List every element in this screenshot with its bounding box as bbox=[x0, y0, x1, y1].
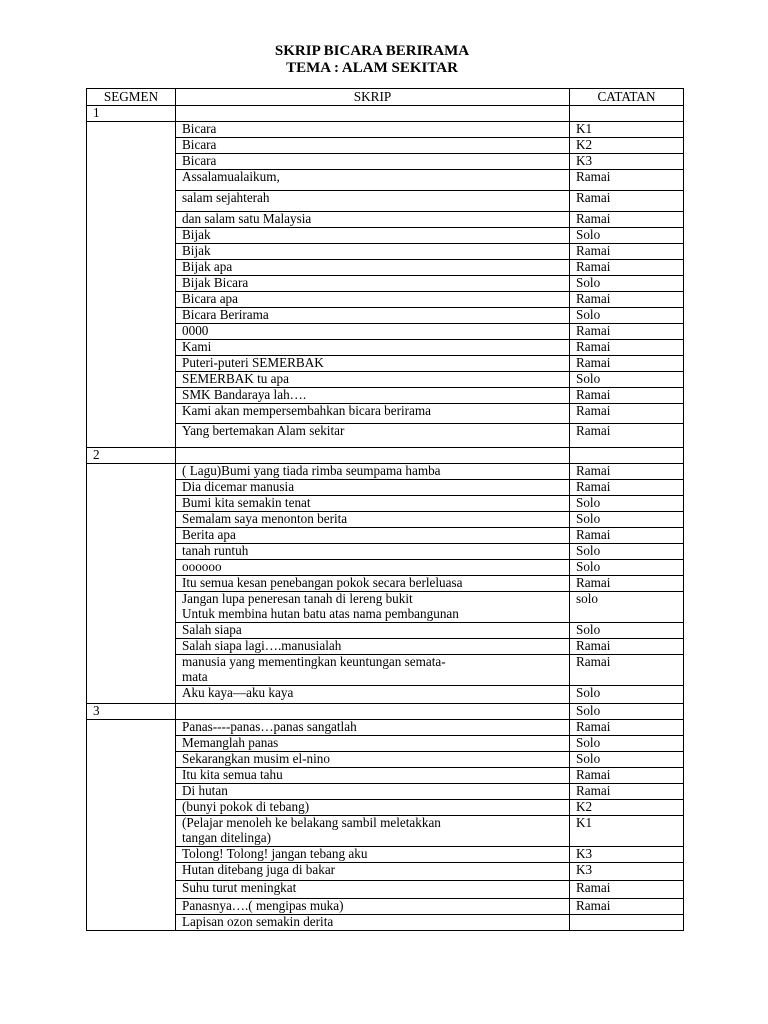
table-row bbox=[87, 464, 684, 480]
script-text: Lapisan ozon semakin derita bbox=[182, 914, 334, 929]
script-text: Suhu turut meningkat bbox=[182, 880, 297, 895]
note-value: Ramai bbox=[570, 639, 684, 655]
script-text: SMK Bandaraya lah…. bbox=[182, 387, 307, 402]
script-line bbox=[176, 655, 570, 686]
table-row bbox=[87, 424, 684, 448]
script-line bbox=[176, 388, 570, 404]
table-row bbox=[87, 324, 684, 340]
script-cell bbox=[176, 448, 570, 464]
script-text: Bicara apa bbox=[182, 291, 239, 306]
script-text: Itu semua kesan penebangan pokok secara berleluasa bbox=[182, 575, 463, 590]
script-line bbox=[176, 276, 570, 292]
note-value: Ramai bbox=[570, 292, 684, 308]
script-line bbox=[176, 356, 570, 372]
table-row bbox=[87, 340, 684, 356]
script-line bbox=[176, 324, 570, 340]
note-value: Ramai bbox=[570, 528, 684, 544]
segment-cell bbox=[87, 720, 176, 931]
segment-cell bbox=[87, 122, 176, 448]
script-text: Bicara Berirama bbox=[182, 307, 269, 322]
script-cell bbox=[176, 704, 570, 720]
script-text: Itu kita semua tahu bbox=[182, 767, 283, 782]
script-text: Puteri-puteri SEMERBAK bbox=[182, 355, 324, 370]
table-row bbox=[87, 138, 684, 154]
script-text: Aku kaya—aku kaya bbox=[182, 685, 294, 700]
script-line bbox=[176, 260, 570, 276]
note-value: K2 bbox=[570, 138, 684, 154]
note-value: Ramai bbox=[570, 356, 684, 372]
script-line bbox=[176, 496, 570, 512]
script-line bbox=[176, 736, 570, 752]
table-row bbox=[87, 915, 684, 931]
table-row bbox=[87, 655, 684, 686]
script-text: Berita apa bbox=[182, 527, 236, 542]
note-cell: Solo bbox=[570, 704, 684, 720]
note-cell bbox=[570, 448, 684, 464]
script-text: Semalam saya menonton berita bbox=[182, 511, 348, 526]
script-line bbox=[176, 228, 570, 244]
table-row bbox=[87, 800, 684, 816]
script-text: SEMERBAK tu apa bbox=[182, 371, 289, 386]
script-line bbox=[176, 122, 570, 138]
note-value: Ramai bbox=[570, 340, 684, 356]
script-line bbox=[176, 623, 570, 639]
table-row bbox=[87, 372, 684, 388]
note-value: K3 bbox=[570, 847, 684, 863]
script-line bbox=[176, 191, 570, 212]
script-text: Yang bertemakan Alam sekitar bbox=[182, 423, 345, 438]
note-value: Solo bbox=[570, 560, 684, 576]
segment-header-row bbox=[87, 106, 684, 122]
note-value: Ramai bbox=[570, 191, 684, 212]
note-value: K2 bbox=[570, 800, 684, 816]
script-line bbox=[176, 720, 570, 736]
script-text: Bicara bbox=[182, 137, 217, 152]
table-row bbox=[87, 496, 684, 512]
note-value: Ramai bbox=[570, 655, 684, 686]
script-line bbox=[176, 212, 570, 228]
note-value: Ramai bbox=[570, 324, 684, 340]
table-row bbox=[87, 899, 684, 915]
table-row bbox=[87, 260, 684, 276]
script-line bbox=[176, 480, 570, 496]
table-row bbox=[87, 512, 684, 528]
table-row bbox=[87, 560, 684, 576]
script-text: Dia dicemar manusia bbox=[182, 479, 295, 494]
script-line bbox=[176, 560, 570, 576]
script-text: dan salam satu Malaysia bbox=[182, 211, 312, 226]
table-row bbox=[87, 308, 684, 324]
script-text: Assalamualaikum, bbox=[182, 169, 280, 184]
script-cell bbox=[176, 106, 570, 122]
note-value: Ramai bbox=[570, 768, 684, 784]
script-text: Salah siapa bbox=[182, 622, 242, 637]
script-line bbox=[176, 847, 570, 863]
script-table bbox=[86, 88, 684, 931]
script-text: Bijak Bicara bbox=[182, 275, 249, 290]
table-row bbox=[87, 122, 684, 138]
note-value: Ramai bbox=[570, 170, 684, 191]
note-value: Ramai bbox=[570, 881, 684, 899]
script-line bbox=[176, 244, 570, 260]
table-row bbox=[87, 276, 684, 292]
table-row bbox=[87, 244, 684, 260]
script-text: Bijak bbox=[182, 227, 211, 242]
note-value: Solo bbox=[570, 372, 684, 388]
header-row bbox=[87, 89, 684, 106]
note-value: Ramai bbox=[570, 260, 684, 276]
script-line bbox=[176, 424, 570, 448]
script-line bbox=[176, 784, 570, 800]
document-title: SKRIP BICARA BERIRAMA bbox=[274, 43, 470, 59]
table-row bbox=[87, 816, 684, 847]
script-line bbox=[176, 639, 570, 655]
note-value: Ramai bbox=[570, 388, 684, 404]
script-text: Bicara bbox=[182, 121, 217, 136]
segment-header-row bbox=[87, 704, 684, 720]
script-text: Kami akan mempersembahkan bicara berirama bbox=[182, 403, 431, 418]
script-text: Hutan ditebang juga di bakar bbox=[182, 862, 336, 877]
table-row bbox=[87, 784, 684, 800]
note-cell bbox=[570, 106, 684, 122]
script-line bbox=[176, 686, 570, 704]
script-text: 0000 bbox=[182, 323, 209, 338]
document-subtitle: TEMA : ALAM SEKITAR bbox=[286, 60, 458, 76]
note-value: Ramai bbox=[570, 424, 684, 448]
note-value: Ramai bbox=[570, 720, 684, 736]
note-value: Solo bbox=[570, 736, 684, 752]
table-row bbox=[87, 191, 684, 212]
note-value: Solo bbox=[570, 544, 684, 560]
script-line bbox=[176, 752, 570, 768]
note-value: Ramai bbox=[570, 899, 684, 915]
script-line bbox=[176, 340, 570, 356]
table-row bbox=[87, 212, 684, 228]
note-value: Ramai bbox=[570, 404, 684, 424]
script-text: tanah runtuh bbox=[182, 543, 249, 558]
script-line bbox=[176, 464, 570, 480]
header-skrip: SKRIP bbox=[176, 89, 570, 106]
script-text: Sekarangkan musim el-nino bbox=[182, 751, 330, 766]
script-line bbox=[176, 816, 570, 847]
script-text: Tolong! Tolong! jangan tebang aku bbox=[182, 846, 368, 861]
table-row bbox=[87, 388, 684, 404]
script-line bbox=[176, 592, 570, 623]
note-value: Solo bbox=[570, 512, 684, 528]
table-row bbox=[87, 720, 684, 736]
table-row bbox=[87, 170, 684, 191]
script-text: oooooo bbox=[182, 559, 222, 574]
table-row bbox=[87, 881, 684, 899]
script-line bbox=[176, 138, 570, 154]
table-row bbox=[87, 544, 684, 560]
header-catatan: CATATAN bbox=[570, 89, 684, 106]
script-text: ( Lagu)Bumi yang tiada rimba seumpama hamba bbox=[182, 463, 441, 478]
script-line bbox=[176, 372, 570, 388]
header-segmen: SEGMEN bbox=[87, 89, 176, 106]
script-line bbox=[176, 915, 570, 931]
script-text: salam sejahterah bbox=[182, 190, 270, 205]
script-text: Bumi kita semakin tenat bbox=[182, 495, 311, 510]
script-text-cont: tangan ditelinga) bbox=[182, 829, 271, 845]
note-value: Solo bbox=[570, 686, 684, 704]
note-value: Ramai bbox=[570, 244, 684, 260]
script-line bbox=[176, 512, 570, 528]
note-value: Solo bbox=[570, 228, 684, 244]
table-row bbox=[87, 623, 684, 639]
note-value: Ramai bbox=[570, 576, 684, 592]
table-row bbox=[87, 356, 684, 372]
script-line bbox=[176, 768, 570, 784]
table-row bbox=[87, 228, 684, 244]
script-text: Jangan lupa peneresan tanah di lereng bukit bbox=[182, 591, 413, 606]
script-text: (Pelajar menoleh ke belakang sambil meletakkan bbox=[182, 815, 441, 830]
table-row bbox=[87, 292, 684, 308]
note-value: Ramai bbox=[570, 784, 684, 800]
script-line bbox=[176, 576, 570, 592]
table-row bbox=[87, 404, 684, 424]
script-text: Bijak bbox=[182, 243, 211, 258]
script-line bbox=[176, 308, 570, 324]
note-value: K1 bbox=[570, 122, 684, 138]
table-row bbox=[87, 480, 684, 496]
table-row bbox=[87, 576, 684, 592]
script-text: Bijak apa bbox=[182, 259, 233, 274]
script-text: manusia yang mementingkan keuntungan semata- bbox=[182, 654, 446, 669]
script-text: (bunyi pokok di tebang) bbox=[182, 799, 310, 814]
script-line bbox=[176, 154, 570, 170]
note-value: K1 bbox=[570, 816, 684, 847]
script-text: Kami bbox=[182, 339, 212, 354]
script-line bbox=[176, 404, 570, 424]
script-text-cont: mata bbox=[182, 668, 208, 684]
segment-cell bbox=[87, 464, 176, 704]
note-value: Ramai bbox=[570, 464, 684, 480]
script-text: Panasnya….( mengipas muka) bbox=[182, 898, 344, 913]
note-value: K3 bbox=[570, 863, 684, 881]
segment-number: 3 bbox=[87, 704, 176, 720]
script-line bbox=[176, 881, 570, 899]
script-text: Salah siapa lagi….manusialah bbox=[182, 638, 342, 653]
note-value: Solo bbox=[570, 623, 684, 639]
table-row bbox=[87, 847, 684, 863]
script-line bbox=[176, 863, 570, 881]
script-text: Di hutan bbox=[182, 783, 228, 798]
note-value: K3 bbox=[570, 154, 684, 170]
note-value: Solo bbox=[570, 308, 684, 324]
script-line bbox=[176, 800, 570, 816]
script-line bbox=[176, 544, 570, 560]
segment-header-row bbox=[87, 448, 684, 464]
script-text: Panas----panas…panas sangatlah bbox=[182, 719, 357, 734]
table-row bbox=[87, 863, 684, 881]
table-body bbox=[87, 106, 684, 931]
note-value: Solo bbox=[570, 496, 684, 512]
script-text: Bicara bbox=[182, 153, 217, 168]
script-line bbox=[176, 899, 570, 915]
script-line bbox=[176, 528, 570, 544]
table-row bbox=[87, 752, 684, 768]
table-row bbox=[87, 528, 684, 544]
script-text: Memanglah panas bbox=[182, 735, 279, 750]
note-value bbox=[570, 915, 684, 931]
table-row bbox=[87, 639, 684, 655]
script-text-cont: Untuk membina hutan batu atas nama pembangunan bbox=[182, 605, 459, 621]
table-row bbox=[87, 768, 684, 784]
note-value: solo bbox=[570, 592, 684, 623]
script-line bbox=[176, 170, 570, 191]
note-value: Solo bbox=[570, 276, 684, 292]
table-row bbox=[87, 154, 684, 170]
segment-number: 2 bbox=[87, 448, 176, 464]
table-row bbox=[87, 592, 684, 623]
script-line bbox=[176, 292, 570, 308]
note-value: Solo bbox=[570, 752, 684, 768]
table-row bbox=[87, 686, 684, 704]
segment-number: 1 bbox=[87, 106, 176, 122]
note-value: Ramai bbox=[570, 480, 684, 496]
table-row bbox=[87, 736, 684, 752]
note-value: Ramai bbox=[570, 212, 684, 228]
